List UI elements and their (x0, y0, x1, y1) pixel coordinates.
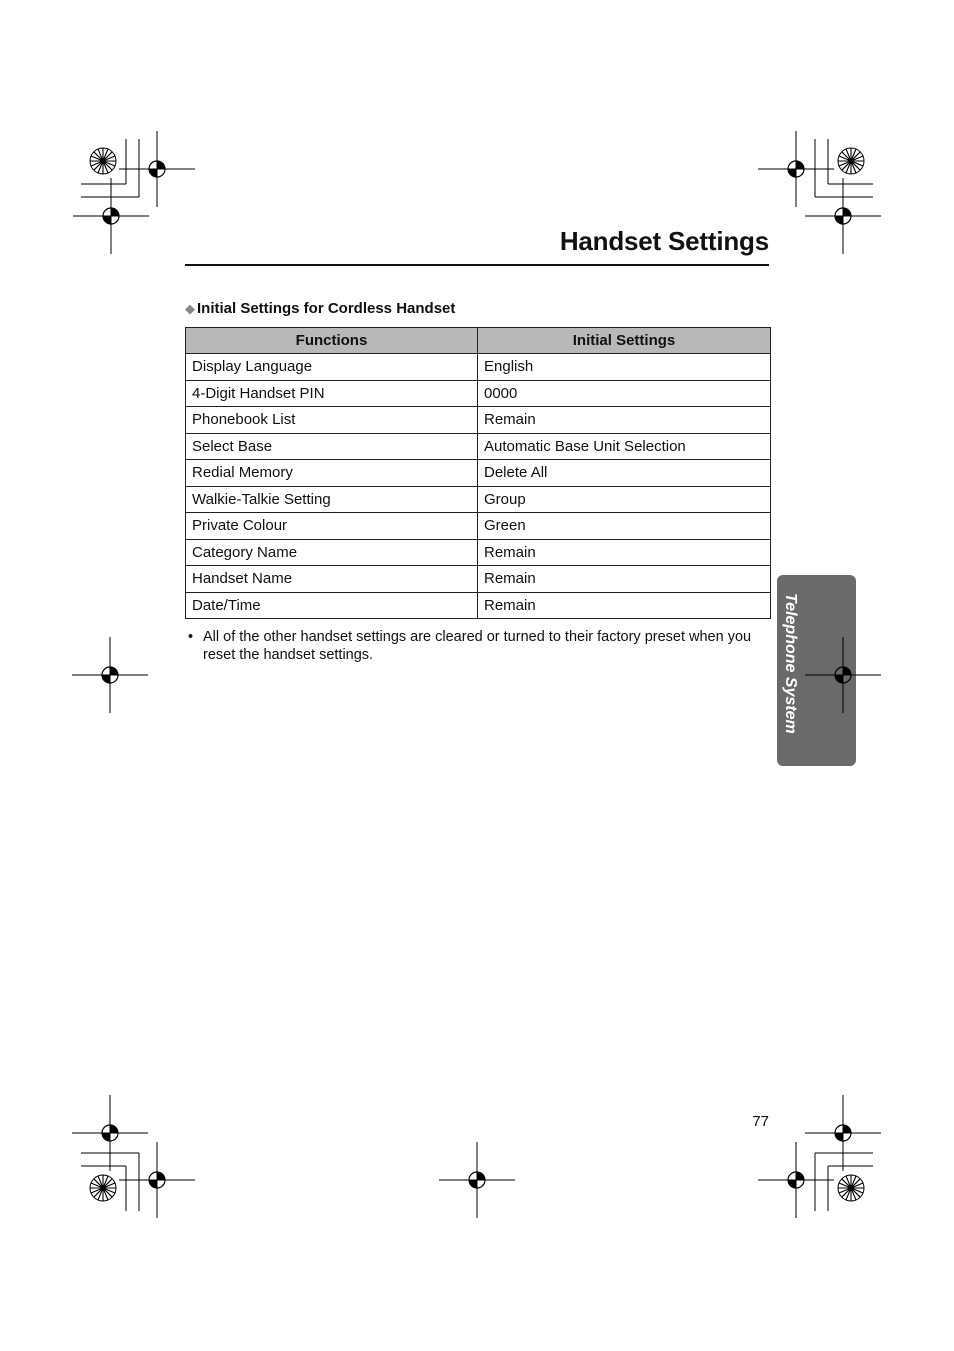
section-heading-text: Initial Settings for Cordless Handset (197, 300, 456, 317)
section-heading (185, 300, 455, 317)
function-cell: Walkie-Talkie Setting (186, 486, 478, 513)
setting-cell: Remain (478, 592, 771, 619)
column-header-initial-settings: Initial Settings (478, 328, 771, 354)
crop-mark-top-left (73, 131, 195, 254)
note-item (188, 628, 770, 664)
settings-table (185, 327, 771, 619)
function-cell: Private Colour (186, 513, 478, 540)
diamond-icon: ◆ (185, 301, 195, 316)
function-cell: Phonebook List (186, 407, 478, 434)
function-cell: Select Base (186, 433, 478, 460)
crop-mark-top-right (758, 131, 881, 254)
table-row (186, 539, 771, 566)
table-header-row (186, 328, 771, 354)
title-divider (185, 264, 769, 266)
table-row (186, 592, 771, 619)
function-cell: Redial Memory (186, 460, 478, 487)
function-cell: 4-Digit Handset PIN (186, 380, 478, 407)
page-title: Handset Settings (559, 226, 769, 256)
setting-cell: Remain (478, 566, 771, 593)
table-row (186, 380, 771, 407)
note-text: All of the other handset settings are cleared or turned to their factory preset when you reset the handset settings. (203, 629, 752, 663)
setting-cell: Green (478, 513, 771, 540)
column-header-functions: Functions (186, 328, 478, 354)
function-cell: Display Language (186, 354, 478, 381)
setting-cell: Remain (478, 539, 771, 566)
function-cell: Date/Time (186, 592, 478, 619)
setting-cell: Group (478, 486, 771, 513)
function-cell: Category Name (186, 539, 478, 566)
setting-cell: Delete All (478, 460, 771, 487)
table-row (186, 566, 771, 593)
setting-cell: Remain (478, 407, 771, 434)
chapter-tab-label: Telephone System (782, 593, 799, 734)
crop-mark-bottom-left (72, 1095, 195, 1218)
setting-cell: English (478, 354, 771, 381)
page-number: 77 (752, 1113, 769, 1130)
table-row (186, 460, 771, 487)
table-row (186, 354, 771, 381)
table-row (186, 433, 771, 460)
setting-cell: 0000 (478, 380, 771, 407)
bullet-icon: • (188, 629, 194, 645)
crop-mark-bottom-right (758, 1095, 881, 1218)
chapter-tab (777, 575, 856, 766)
table-row (186, 513, 771, 540)
function-cell: Handset Name (186, 566, 478, 593)
setting-cell: Automatic Base Unit Selection (478, 433, 771, 460)
table-row (186, 407, 771, 434)
table-row (186, 486, 771, 513)
